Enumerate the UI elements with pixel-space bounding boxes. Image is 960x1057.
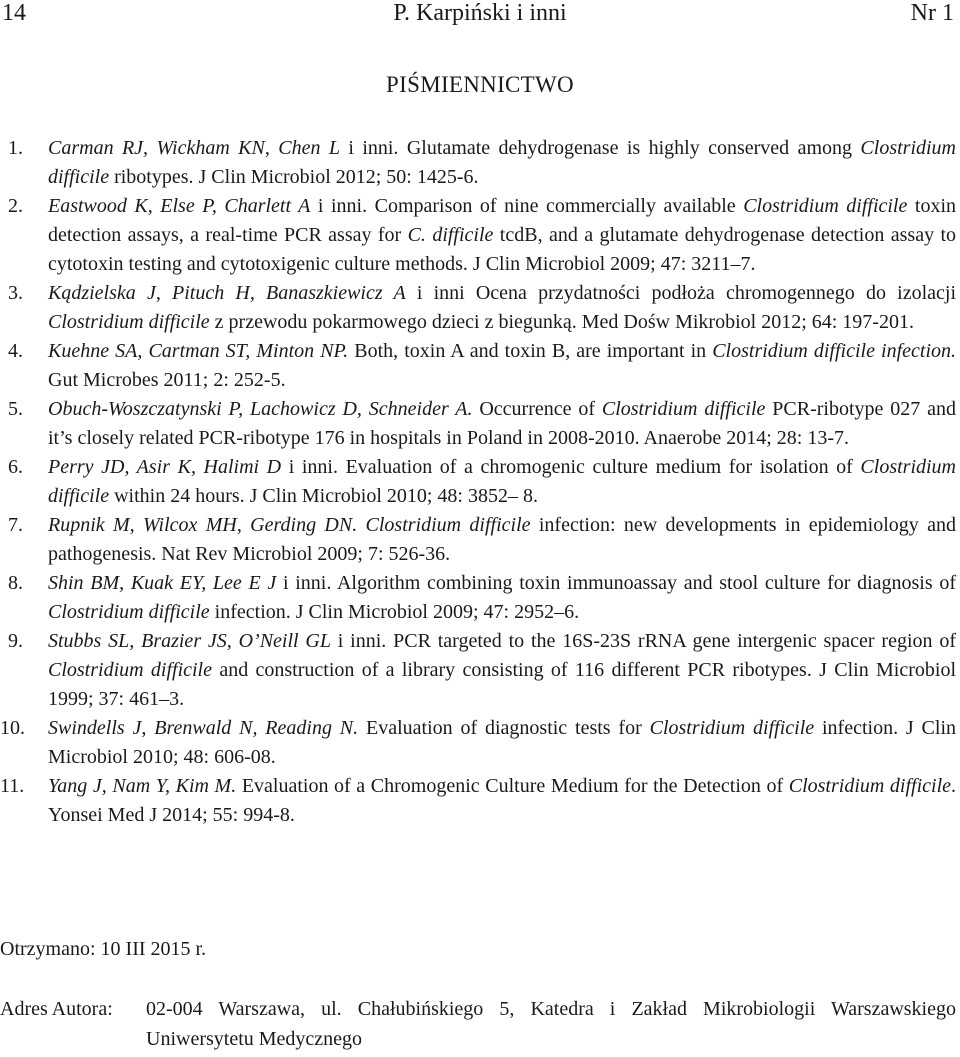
reference-text: and construction of a library consisting of 116 different PCR ribotypes. J Clin Microbiol 1999; 37: 461–3. (48, 659, 957, 710)
reference-list (0, 134, 960, 830)
reference-italic-text: Yang J, Nam Y, Kim M. (48, 775, 237, 797)
reference-text: within 24 hours. J Clin Microbiol 2010; 48: 3852– 8. (109, 485, 538, 507)
reference-italic-text: Clostridium difficile (788, 775, 952, 797)
reference-text: Both, toxin A and toxin B, are important in (348, 340, 713, 362)
reference-number: 8. (8, 572, 23, 594)
reference-italic-text: Perry JD, Asir K, Halimi D (48, 456, 282, 478)
reference-italic-text: Stubbs SL, Brazier JS, O’Neill GL (48, 630, 331, 652)
reference-item (0, 134, 960, 192)
reference-italic-text: C. difficile (407, 224, 494, 246)
reference-italic-text: Swindells J, Brenwald N, Reading N. (48, 717, 359, 739)
reference-text: i inni. Glutamate dehydrogenase is highly conserved among (339, 137, 861, 159)
reference-text: i inni. Evaluation of a chromogenic culture medium for isolation of (281, 456, 861, 478)
reference-text: tcdB, and a glutamate dehydrogenase detection assay to cytotoxin testing and cytotoxigenic culture methods. J Clin Microbiol 2009; 47: 3211–7. (48, 224, 957, 275)
reference-item (0, 511, 960, 569)
reference-item (0, 772, 960, 830)
reference-number: 10. (0, 717, 25, 739)
reference-italic-text: Clostridium difficile (48, 659, 212, 681)
page-header (0, 0, 960, 36)
reference-number: 4. (8, 340, 23, 362)
reference-text: Evaluation of a Chromogenic Culture Medium for the Detection of (236, 775, 789, 797)
reference-number: 7. (8, 514, 23, 536)
reference-italic-text: Clostridium difficile (601, 398, 766, 420)
reference-text: i inni. Comparison of nine commercially available (310, 195, 744, 217)
reference-item (0, 395, 960, 453)
reference-number: 11. (0, 775, 25, 797)
reference-italic-text: Clostridium difficile (48, 456, 956, 507)
section-title: PIŚMIENNICTWO (386, 72, 574, 97)
reference-number: 9. (8, 630, 23, 652)
reference-italic-text: Kuehne SA, Cartman ST, Minton NP. (48, 340, 349, 362)
reference-number: 5. (8, 398, 23, 420)
reference-item (0, 627, 960, 714)
reference-item (0, 569, 960, 627)
reference-text: Gut Microbes 2011; 2: 252-5. (48, 369, 286, 391)
reference-italic-text: Rupnik M, Wilcox MH, Gerding DN. Clostridium difficile (48, 514, 531, 536)
reference-italic-text: Shin BM, Kuak EY, Lee E J (48, 572, 277, 594)
reference-item (0, 279, 960, 337)
reference-text: i inni. PCR targeted to the 16S-23S rRNA gene intergenic spacer region of (330, 630, 956, 652)
address-text: 02-004 Warszawa, ul. Chałubińskiego 5, Katedra i Zakład Mikrobiologii Warszawskiego Uniwersytetu Medycznego (146, 998, 956, 1050)
reference-text: PCR-ribotype 027 and it’s closely related PCR-ribotype 176 in hospitals in Poland in 2008-2010. Anaerobe 2014; 28: 13-7. (48, 398, 957, 449)
reference-number: 3. (8, 282, 23, 304)
reference-text: i inni Ocena przydatności podłoża chromogennego do izolacji (405, 282, 956, 304)
reference-text: infection. J Clin Microbiol 2010; 48: 606-08. (48, 717, 956, 768)
reference-italic-text: Clostridium difficile (743, 195, 908, 217)
issue-number: Nr 1 (910, 0, 954, 26)
running-head-authors: P. Karpiński i inni (393, 0, 567, 26)
reference-number: 6. (8, 456, 23, 478)
reference-italic-text: Kądzielska J, Pituch H, Banaszkiewicz A (48, 282, 406, 304)
reference-item (0, 192, 960, 279)
reference-italic-text: Carman RJ, Wickham KN, Chen L (48, 137, 340, 159)
reference-text: ribotypes. J Clin Microbiol 2012; 50: 1425-6. (109, 166, 479, 188)
reference-italic-text: Clostridium difficile (48, 137, 956, 188)
reference-text: infection: new developments in epidemiology and pathogenesis. Nat Rev Microbiol 2009; 7: 526-36. (48, 514, 956, 565)
address-label: Adres Autora: (0, 998, 113, 1020)
reference-italic-text: Clostridium difficile infection. (712, 340, 957, 362)
reference-text: i inni. Algorithm combining toxin immunoassay and stool culture for diagnosis of (276, 572, 957, 594)
reference-number: 1. (8, 137, 23, 159)
reference-italic-text: Obuch-Woszczatynski P, Lachowicz D, Schneider A. (48, 398, 473, 420)
reference-text: Evaluation of diagnostic tests for (358, 717, 650, 739)
reference-item (0, 714, 960, 772)
reference-italic-text: Clostridium difficile (48, 311, 210, 333)
reference-italic-text: Clostridium difficile (649, 717, 815, 739)
reference-italic-text: Eastwood K, Else P, Charlett A (48, 195, 311, 217)
page-number: 14 (2, 0, 26, 26)
reference-text: infection. J Clin Microbiol 2009; 47: 2952–6. (209, 601, 580, 623)
reference-text: . Yonsei Med J 2014; 55: 994-8. (48, 775, 957, 826)
reference-item (0, 337, 960, 395)
reference-italic-text: Clostridium difficile (48, 601, 210, 623)
reference-text: Occurrence of (472, 398, 602, 420)
reference-text: toxin detection assays, a real-time PCR assay for (48, 195, 957, 246)
reference-number: 2. (8, 195, 23, 217)
received-date: Otrzymano: 10 III 2015 r. (0, 938, 207, 960)
reference-item (0, 453, 960, 511)
reference-text: z przewodu pokarmowego dzieci z biegunką. Med Dośw Mikrobiol 2012; 64: 197-201. (209, 311, 914, 333)
